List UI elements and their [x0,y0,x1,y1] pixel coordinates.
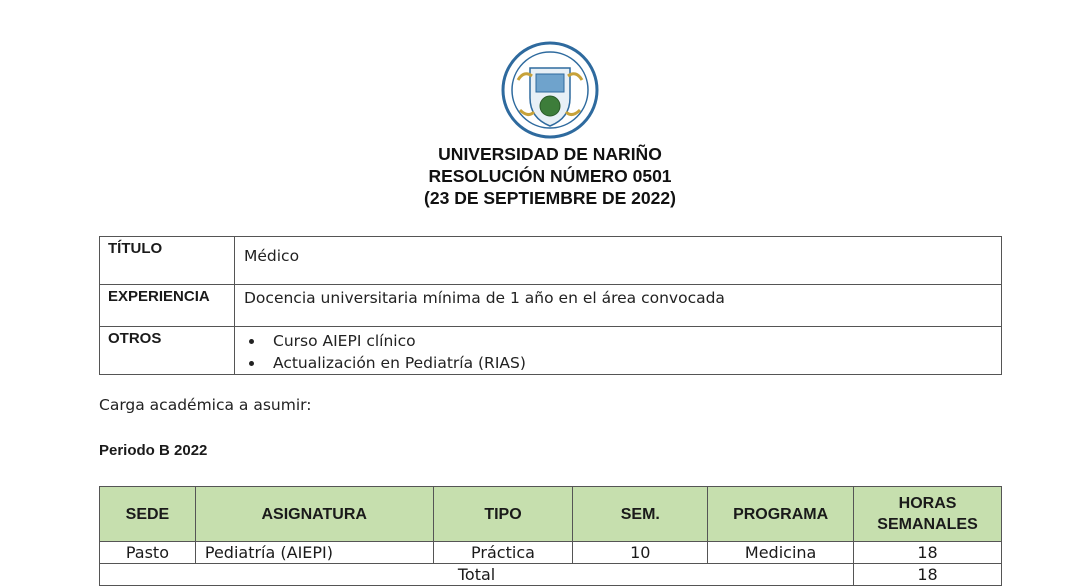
table-row [100,237,1002,285]
academic-load-table [99,486,1002,586]
total-label: Total [100,564,854,586]
cell-sede: Pasto [100,542,196,564]
document-header [0,143,1068,209]
table-row [100,542,1002,564]
experiencia-label: EXPERIENCIA [100,285,235,327]
cell-horas: 18 [854,542,1002,564]
cell-sem: 10 [573,542,708,564]
cell-programa: Medicina [708,542,854,564]
total-value: 18 [854,564,1002,586]
resolution-date: (23 DE SEPTIEMBRE DE 2022) [424,188,676,208]
otros-value [235,327,1002,375]
header-horas-semanales: HORAS SEMANALES [854,487,1002,542]
requirements-table [99,236,1002,375]
university-seal-icon [500,40,600,140]
header-asignatura: ASIGNATURA [195,487,433,542]
experiencia-value: Docencia universitaria mínima de 1 año en el área convocada [235,285,1002,327]
list-item: Actualización en Pediatría (RIAS) [273,352,1001,374]
total-row [100,564,1002,586]
titulo-label: TÍTULO [100,237,235,285]
header-programa: PROGRAMA [708,487,854,542]
otros-label: OTROS [100,327,235,375]
cell-tipo: Práctica [433,542,573,564]
table-header-row [100,487,1002,542]
titulo-value: Médico [235,237,1002,285]
periodo-heading: Periodo B 2022 [99,442,208,459]
table-row [100,285,1002,327]
header-sem: SEM. [573,487,708,542]
cell-asignatura: Pediatría (AIEPI) [195,542,433,564]
header-tipo: TIPO [433,487,573,542]
header-sede: SEDE [100,487,196,542]
university-name: UNIVERSIDAD DE NARIÑO [438,144,662,164]
table-row [100,327,1002,375]
otros-list [244,330,1001,374]
carga-academica-text: Carga académica a asumir: [99,396,312,414]
list-item: Curso AIEPI clínico [273,330,1001,352]
resolution-number: RESOLUCIÓN NÚMERO 0501 [428,166,672,186]
